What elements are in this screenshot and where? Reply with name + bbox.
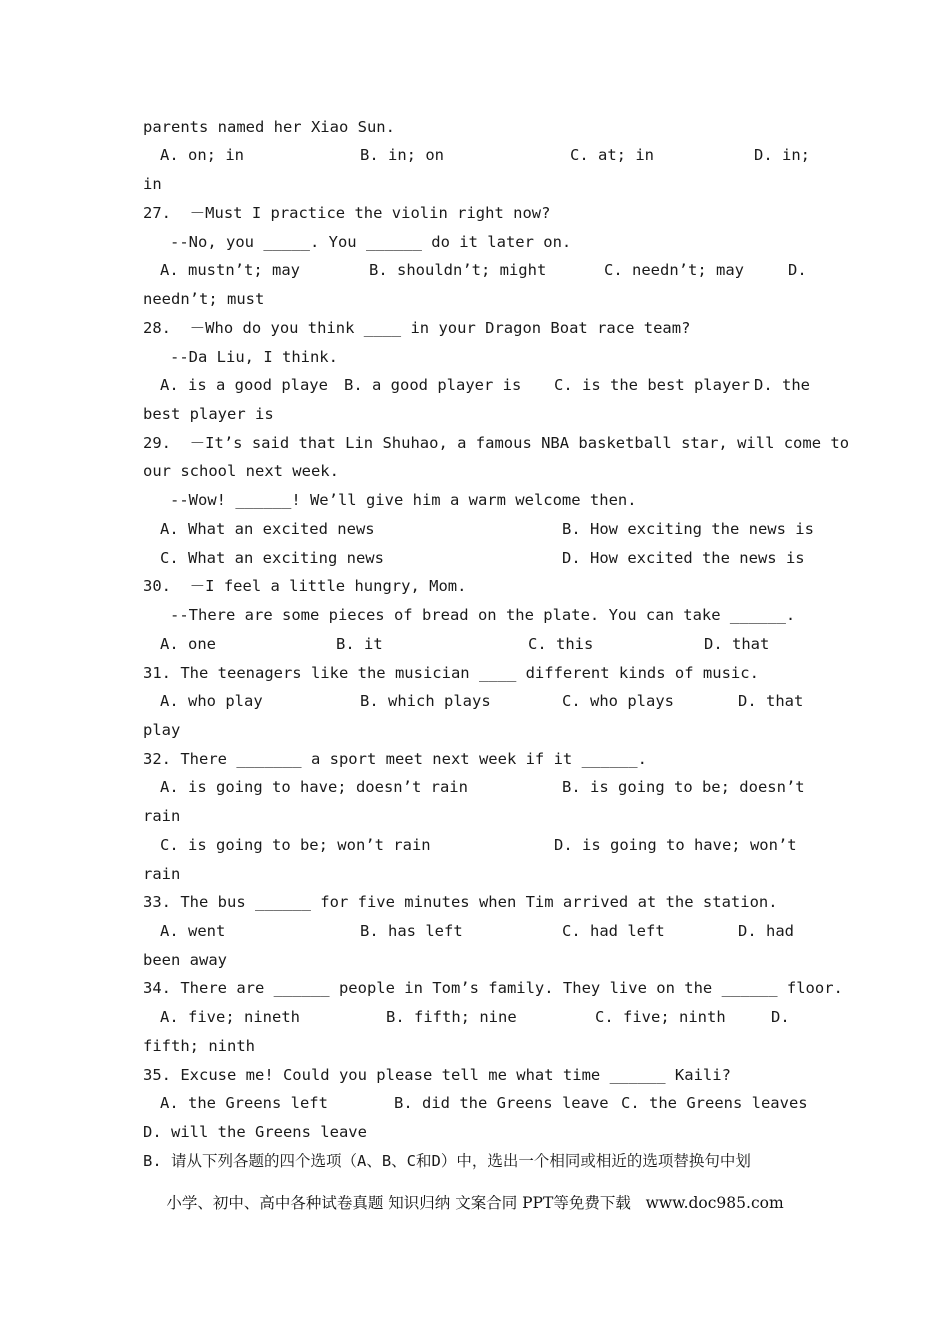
option-a: A. went — [160, 922, 226, 940]
option-c: C. is going to be; won’t rain — [160, 836, 431, 854]
option-c: C. at; in — [570, 146, 654, 164]
option-c: C. the Greens leaves — [621, 1094, 808, 1112]
option-a: A. on; in — [160, 146, 244, 164]
text-line: fifth; ninth — [143, 1037, 255, 1055]
question-30: 30. －I feel a little hungry, Mom. — [143, 577, 467, 595]
option-d: D. How excited the news is — [562, 549, 805, 567]
option-d: D. had — [738, 922, 794, 940]
question-27: 27. －Must I practice the violin right now? — [143, 204, 551, 222]
option-c: C. had left — [562, 922, 665, 940]
text-line: been away — [143, 951, 227, 969]
text-line: parents named her Xiao Sun. — [143, 118, 395, 136]
option-b: B. has left — [360, 922, 463, 940]
option-b: B. it — [336, 635, 383, 653]
option-b: B. which plays — [360, 692, 491, 710]
text-line: our school next week. — [143, 462, 339, 480]
dialogue-line: --No, you _____. You ______ do it later on. — [170, 233, 572, 251]
option-b: B. did the Greens leave — [394, 1094, 609, 1112]
option-d: D. — [788, 261, 807, 279]
option-a: A. is a good playe — [160, 376, 328, 394]
option-a: A. What an excited news — [160, 520, 375, 538]
option-b: B. fifth; nine — [386, 1008, 517, 1026]
option-d: D. will the Greens leave — [143, 1123, 367, 1141]
option-a: A. the Greens left — [160, 1094, 328, 1112]
option-d: D. — [771, 1008, 790, 1026]
option-d: D. that — [704, 635, 770, 653]
option-a: A. is going to have; doesn’t rain — [160, 778, 468, 796]
option-c: C. needn’t; may — [604, 261, 744, 279]
option-a: A. who play — [160, 692, 263, 710]
option-c: C. is the best player — [554, 376, 750, 394]
option-b: B. in; on — [360, 146, 444, 164]
question-31: 31. The teenagers like the musician ____ different kinds of music. — [143, 664, 759, 682]
option-d: D. the — [754, 376, 810, 394]
section-b-instruction: B. 请从下列各题的四个选项（A、B、C和D）中，选出一个相同或相近的选项替换句中划 — [143, 1152, 751, 1170]
option-d: D. that — [738, 692, 804, 710]
dialogue-line: --Da Liu, I think. — [170, 348, 338, 366]
question-32: 32. There _______ a sport meet next week if it ______. — [143, 750, 647, 768]
question-34: 34. There are ______ people in Tom’s family. They live on the ______ floor. — [143, 979, 843, 997]
page-footer: 小学、初中、高中各种试卷真题 知识归纳 文案合同 PPT等免费下载 www.doc985.com — [166, 1194, 784, 1212]
text-line: best player is — [143, 405, 274, 423]
option-c: C. this — [528, 635, 594, 653]
text-line: in — [143, 175, 162, 193]
question-29: 29. －It’s said that Lin Shuhao, a famous NBA basketball star, will come to — [143, 434, 850, 452]
option-a: A. mustn’t; may — [160, 261, 300, 279]
question-33: 33. The bus ______ for five minutes when Tim arrived at the station. — [143, 893, 778, 911]
option-b: B. shouldn’t; might — [369, 261, 547, 279]
option-c: C. What an exciting news — [160, 549, 384, 567]
dialogue-line: --Wow! ______! We’ll give him a warm welcome then. — [170, 491, 637, 509]
option-d: D. is going to have; won’t — [554, 836, 797, 854]
text-line: play — [143, 721, 181, 739]
dialogue-line: --There are some pieces of bread on the plate. You can take ______. — [170, 606, 796, 624]
option-d: D. in; — [754, 146, 810, 164]
question-28: 28. －Who do you think ____ in your Dragon Boat race team? — [143, 319, 691, 337]
option-a: A. five; nineth — [160, 1008, 300, 1026]
text-line: rain — [143, 807, 181, 825]
option-b: B. How exciting the news is — [562, 520, 814, 538]
text-line: rain — [143, 865, 181, 883]
option-a: A. one — [160, 635, 216, 653]
text-line: needn’t; must — [143, 290, 265, 308]
question-35: 35. Excuse me! Could you please tell me what time ______ Kaili? — [143, 1066, 731, 1084]
option-b: B. a good player is — [344, 376, 522, 394]
option-b: B. is going to be; doesn’t — [562, 778, 805, 796]
option-c: C. five; ninth — [595, 1008, 726, 1026]
option-c: C. who plays — [562, 692, 674, 710]
